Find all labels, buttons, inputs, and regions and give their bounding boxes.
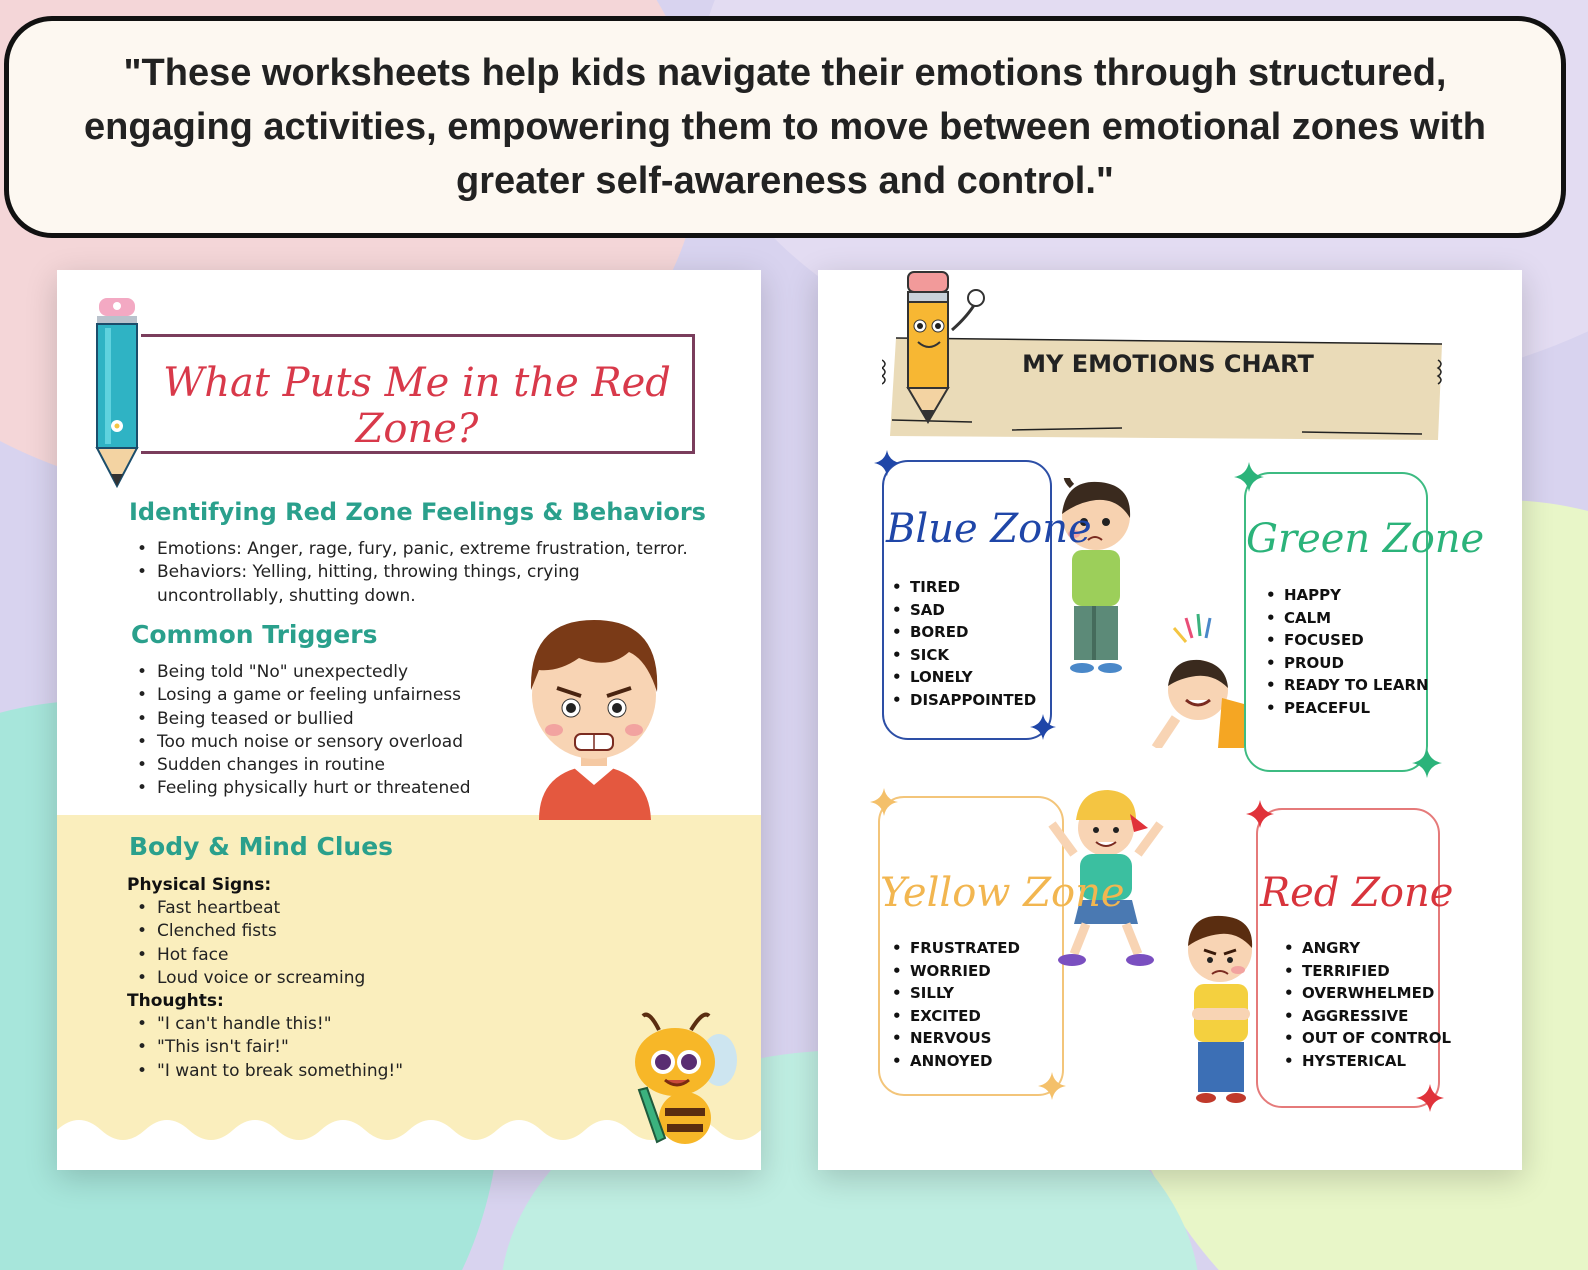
physical-signs-list (127, 897, 547, 990)
sparkle-star-icon (1038, 1072, 1066, 1100)
angry-boy-illustration (519, 600, 669, 820)
list-item: • PEACEFUL (1260, 697, 1429, 720)
green-zone-list (1260, 584, 1429, 719)
list-item: • "I can't handle this!" (127, 1013, 547, 1036)
triggers-list (127, 661, 547, 801)
section-heading-triggers: Common Triggers (131, 620, 378, 649)
list-item: • TERRIFIED (1278, 960, 1451, 983)
list-item: • OUT OF CONTROL (1278, 1027, 1451, 1050)
section-heading-feelings: Identifying Red Zone Feelings & Behaviors (129, 498, 706, 526)
list-item: • Losing a game or feeling unfairness (127, 684, 547, 707)
yellow-zone-list (886, 937, 1020, 1072)
list-item: • READY TO LEARN (1260, 674, 1429, 697)
list-item: • Emotions: Anger, rage, fury, panic, extreme frustration, terror. (127, 538, 727, 561)
list-item: • PROUD (1260, 652, 1429, 675)
list-item: • AGGRESSIVE (1278, 1005, 1451, 1028)
list-item: • OVERWHELMED (1278, 982, 1451, 1005)
list-item: • SICK (886, 644, 1036, 667)
list-item: • FRUSTRATED (886, 937, 1020, 960)
sparkle-star-icon (1234, 462, 1264, 492)
list-item: • ANNOYED (886, 1050, 1020, 1073)
list-item: • Loud voice or screaming (127, 967, 547, 990)
blue-zone-title: Blue Zone (886, 506, 1092, 552)
pencil-icon (91, 298, 143, 488)
list-item: • Being told "No" unexpectedly (127, 661, 547, 684)
list-item: • FOCUSED (1260, 629, 1429, 652)
blue-zone-list (886, 576, 1036, 711)
list-item: • SILLY (886, 982, 1020, 1005)
list-item: • NERVOUS (886, 1027, 1020, 1050)
list-item: • BORED (886, 621, 1036, 644)
list-item: • Being teased or bullied (127, 708, 547, 731)
list-item: • HYSTERICAL (1278, 1050, 1451, 1073)
list-item: • CALM (1260, 607, 1429, 630)
list-item: • Fast heartbeat (127, 897, 547, 920)
list-item: • Hot face (127, 944, 547, 967)
sparkle-star-icon (874, 450, 900, 476)
happy-boy-illustration (1146, 608, 1246, 748)
feelings-list (127, 538, 727, 608)
list-item: • Behaviors: Yelling, hitting, throwing things, crying uncontrollably, shutting down. (127, 561, 597, 608)
worksheet-emotions-chart (818, 270, 1522, 1170)
list-item: • Too much noise or sensory overload (127, 731, 547, 754)
thoughts-label: Thoughts: (127, 991, 224, 1011)
quote-text: "These worksheets help kids navigate their emotions through structured, engaging activities, empowering them to move between emotional zones with greater self-awareness and control." (83, 52, 1486, 202)
list-item: • DISAPPOINTED (886, 689, 1036, 712)
list-item: • EXCITED (886, 1005, 1020, 1028)
list-item: • LONELY (886, 666, 1036, 689)
physical-signs-label: Physical Signs: (127, 875, 272, 895)
list-item: • ANGRY (1278, 937, 1451, 960)
chart-title: MY EMOTIONS CHART (1022, 350, 1314, 378)
yellow-zone-title: Yellow Zone (880, 870, 1125, 916)
list-item: • SAD (886, 599, 1036, 622)
list-item: • Feeling physically hurt or threatened (127, 777, 547, 800)
red-zone-list (1278, 937, 1451, 1072)
green-zone-title: Green Zone (1246, 516, 1485, 562)
page-title: What Puts Me in the Red Zone? (163, 360, 671, 452)
sparkle-star-icon (870, 788, 898, 816)
sparkle-star-icon (1412, 748, 1442, 778)
quote-banner (4, 16, 1566, 238)
bee-mascot-illustration (629, 1010, 739, 1150)
list-item: • "I want to break something!" (127, 1060, 547, 1083)
red-zone-title: Red Zone (1260, 870, 1454, 916)
thoughts-list (127, 1013, 547, 1083)
list-item: • Clenched fists (127, 920, 547, 943)
list-item: • Sudden changes in routine (127, 754, 547, 777)
sparkle-star-icon (1246, 800, 1274, 828)
list-item: • TIRED (886, 576, 1036, 599)
grumpy-boy-illustration (1174, 910, 1264, 1106)
list-item: • WORRIED (886, 960, 1020, 983)
sparkle-star-icon (1416, 1084, 1444, 1112)
worksheet-red-zone (57, 270, 761, 1170)
list-item: • HAPPY (1260, 584, 1429, 607)
sparkle-star-icon (1030, 714, 1056, 740)
list-item: • "This isn't fair!" (127, 1036, 547, 1059)
pencil-mascot-icon (890, 270, 990, 430)
section-heading-clues: Body & Mind Clues (129, 832, 394, 861)
